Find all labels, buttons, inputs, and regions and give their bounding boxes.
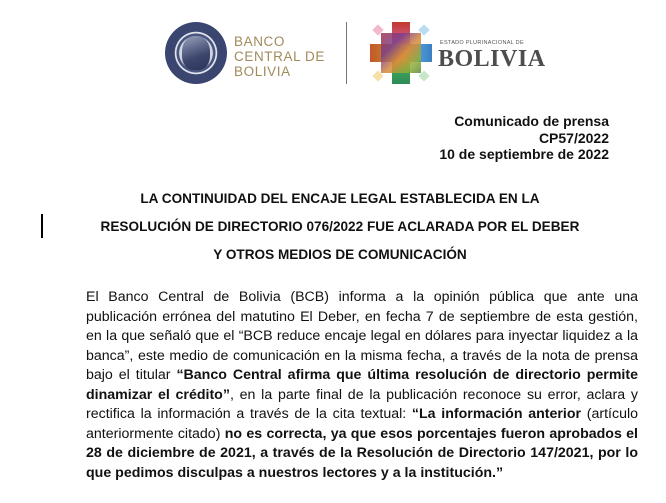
bcb-logo-line: BANCO [234,34,286,49]
press-release-meta [439,113,609,163]
seal-figure [182,36,210,70]
title-line: Y OTROS MEDIOS DE COMUNICACIÓN [213,247,467,262]
document-title [40,185,640,269]
bcb-logo-text [234,34,325,79]
chakana-icon [370,22,432,84]
state-logo-subtitle: ESTADO PLURINACIONAL DE [440,40,524,46]
release-date: 10 de septiembre de 2022 [439,146,609,162]
body-paragraph [86,288,638,483]
correction-quote: “La información anterior [411,406,582,422]
letterhead [0,0,666,100]
body-segment: El Banco Central de Bolivia (BCB) informa a la opinión pública que ante una publicación errónea del matutino El Deber, en fecha 7 de septiembre de esta gestión, en la que señaló que el “BCB reduce encaje legal en dólares para inyectar liquidez a la banca”, este medio de comunicación en la misma fecha, a través de la nota de prensa bajo el titular [86,289,638,383]
title-line: RESOLUCIÓN DE DIRECTORIO 076/2022 FUE ACLARADA POR EL DEBER [100,219,580,234]
bcb-seal-icon [165,22,227,84]
state-logo-title: BOLIVIA [438,46,546,72]
release-type: Comunicado de prensa [454,113,609,129]
bcb-logo-line: CENTRAL DE [234,49,326,64]
correction-quote: no es correcta, ya que esos porcentajes fueron aprobados el 28 de diciembre de 2021, a través de la Resolución de Directorio 147/2021, por lo que pedimos disculpas a nuestros lectores y a la institución.” [86,425,638,481]
release-code: CP57/2022 [538,129,609,146]
headline-quote: “Banco Central afirma que última resolución de directorio permite dinamizar el crédito” [86,367,638,403]
logo-divider [346,22,347,84]
title-line: LA CONTINUIDAD DEL ENCAJE LEGAL ESTABLECIDA EN LA [140,191,540,206]
body-segment: , en la parte final de la publicación reconoce su error, aclara y rectifica la información a través de la cita textual: [86,386,639,422]
bcb-logo-line: BOLIVIA [234,64,291,79]
body-segment: (artículo anteriormente citado) [86,406,639,442]
